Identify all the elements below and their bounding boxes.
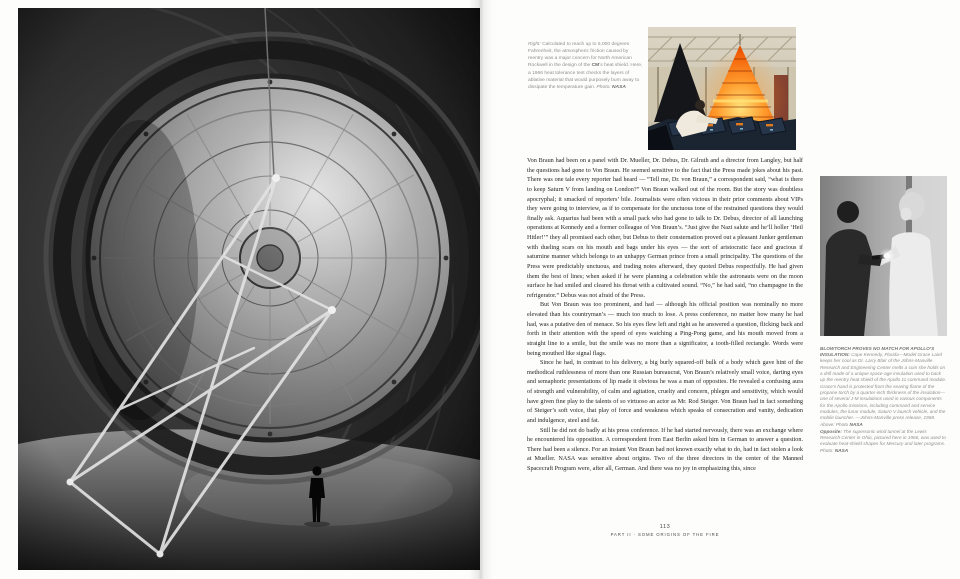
part-title: PART II · SOME ORIGINS OF THE FIRE [610, 532, 720, 537]
caption-credit: NASA [849, 421, 863, 427]
caption-credit-prefix: Above: Photo [820, 421, 849, 427]
caption-credit-prefix: Photo: [820, 447, 834, 453]
body-text-column [527, 156, 803, 474]
body-paragraph: Still he did not do badly at his press conference. If he had started nervously, there was an exchange where he encountered his opposition. A correspondent from East Berlin asked him in German to answer a question. There had been a silence. For an instant Von Braun had not known exactly what to do, had in fact stolen a look at Mueller. NASA was sensitive about origins. Two of the three directors in the center of the Manned Spacecraft Program were, after all, German. And there was no joy in emphasizing this, since [527, 426, 803, 472]
body-paragraph: Von Braun had been on a panel with Dr. Mueller, Dr. Debus, Dr. Gilruth and a director from Langley, but half the questions had gone to Von Braun. He seemed sensitive to the fact that the Press made jokes about his past. There was one tale every reporter had heard — “Tell me, Dr. von Braun,” a correspondent said, “what is there to keep Saturn V from landing on London?” Von Braun walked out of the room. But the story was doubtless apocryphal; it smacked of reporters’ bile. Journalists were often vicious in their prior comments about VIPs they were going to interview, as if to compensate for the unctuous tone of the restrained questions they would finally ask. Aquarius had been with a small pack who had gone to talk to Dr. Debus, director of all launching operations at Kennedy and a former colleague of Von Braun’s. “Just give the Nazi salute and he’ll holler ‘Heil Hitler!’” they all promised each other, but Debus to their consternation proved out a pleasant Junker gentleman with dueling scars on his mouth and bags under his eyes — the sort of aristocratic face and gracious if saturnine manner which belongs to an unhappy German prince from a small principality. The questions of the Press were predictably unctuous, and trading notes afterward, they quoted Debus respectfully. He had given them the best of lines; when asked if he were planning a celebration while the astronauts were on the moon surface he had smiled and cleared his throat with a cultivated sound. “No,” he had said, “no champagne in the refrigerator.” Debus was not afraid of the Press. [527, 157, 803, 299]
caption-lead: Opposite: [820, 428, 842, 434]
caption-body: The supersonic wind tunnel at the Lewis Research Center in Ohio, pictured here in 1966, was used to evaluate heat-shield shapes for Mercury and later programs. [820, 428, 946, 447]
caption-text-cont: ’s heat shield. Here, a 1966 heat tolerance test checks the layers of ablative material that would purposely burn away to dissipate the temperature gain. [528, 63, 643, 90]
caption-credit-prefix: Photo: [596, 84, 611, 90]
caption-body: Cape Kennedy, Florida—Model Grace Laird keeps her cool as Dr. Larry Blair of the Johns-Manville Research and Engineering Center melts a coin she holds on a drill made of a unique space-age insulation used to back up the reentry heat shield of the Apollo 11 command module. Grace’s hand is protected from the searing flame of the propane torch by a quarter-inch thickness of the insulation—one of several J-M insulations used in various components for the Apollo missions, including command and service modules, the lunar module, Saturn V launch vehicle, and the mobile launcher. —Johns-Manville press release, 1968. [820, 352, 947, 421]
caption-opposite [820, 429, 947, 454]
right-page [480, 0, 960, 579]
body-paragraph: Since he had, in contrast to his delivery, a big burly squared-off bulk of a body which gave hint of the methodical ruthlessness of more than one Russian bureaucrat, Von Braun’s relatively small voice, darting eyes and semaphoric presentations of lip made it obvious he was a man of opposites. He revealed a confusing aura of strength and vulnerability, of calm and agitation, cruelty and concern, phlegm and sensitivity, which would have given fine play to the talents of so virtuoso an actor as Mr. Rod Steiger. Von Braun had in fact something of Steiger’s soft voice, that play of force and weakness which speaks of consecration and vanity, dedication and indulgence, steel and fat. [527, 359, 803, 424]
caption-heat-shield [528, 41, 644, 91]
caption-lead: Right: [528, 41, 541, 47]
caption-headline: BLOWTORCH PROVES NO MATCH FOR APOLLO’S INSULATION: [820, 345, 935, 358]
body-paragraph: But Von Braun was too prominent, and had — although his official position was nominally no more elevated than his countryman’s — much too much to lose. A press conference, no matter how many he had had, was a putative den of menace. So his eyes flew left and right as he answered a question, flicking back and forth in their attention with the speed of eyes watching a Ping-Pong game, and his mouth moved from a straight line to a smile, but the smile was no more than a significator, a tooth-filled rectangle. Words were being mouthed like signal flags. [527, 301, 803, 357]
caption-credit: NASA [612, 84, 626, 90]
page-number: 113 [659, 524, 671, 530]
caption-blowtorch [820, 346, 947, 428]
caption-credit: NASA [834, 447, 849, 453]
page-footer [527, 524, 803, 537]
blowtorch-photo [820, 176, 947, 336]
caption-text: Calculated to reach up to 5,000 degrees Fahrenheit, the atmospheric friction caused by reentry was a major concern for North American Rockwell in the design of the [528, 41, 632, 69]
caption-bold-term: CM [591, 63, 600, 69]
wind-tunnel-photo [18, 8, 480, 570]
heat-test-photo [648, 27, 796, 150]
